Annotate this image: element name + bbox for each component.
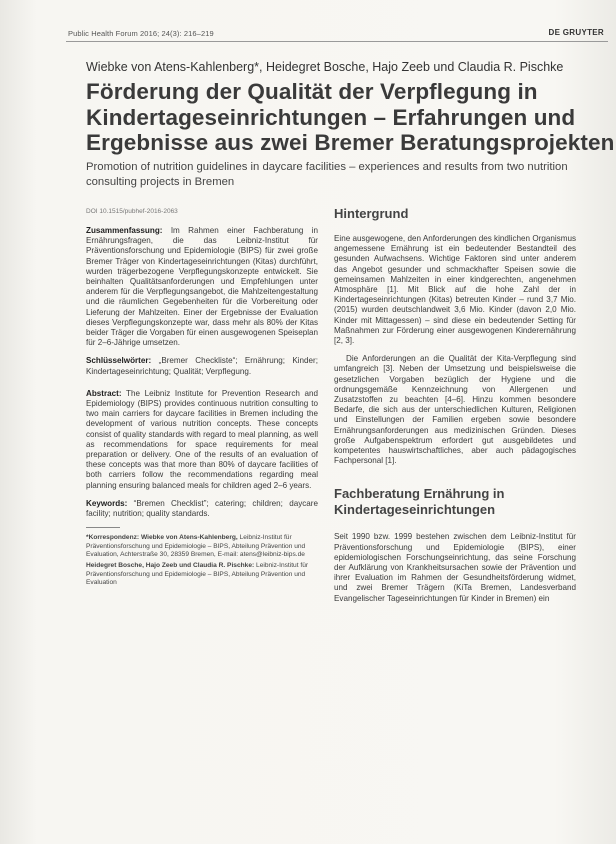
footnote-corresponding-text: Leibniz-Institut für Präventionsforschung und Epidemiologie – BIPS, Abteilung Prävention und Evaluation, Achterstraße 30, 28359 Bremen, E-mail: atens@leibniz-bips.de — [86, 534, 306, 559]
footnote-coauthors — [86, 562, 318, 588]
section1-paragraph-1: Eine ausgewogene, den Anforderungen des kindlichen Organismus angemessene Ernährung ist ein bedeutender Bestandteil des gesunden Aufwachsens. Wichtige Faktoren sind unter anderem das Angebot gesunder und schmackhafter Speisen sowie die gemeinsamen Mahlzeiten in einer kindgerechten, angenehmen Atmosphäre [1]. Mit Blick auf die hohe Zahl der in Kindertageseinrichtungen (Kitas) betreuten Kinder – rund 3,7 Mio. (2015) wurden deutschlandweit 3,6 Mio. Kinder (davon 2,0 Mio. Kinder mit Mittagessen) – sind diese ein bedeutender Setting für Maßnahmen zur Förderung einer ausgewogenen Kinderernährung [2, 3]. — [334, 234, 576, 346]
article-subtitle: Promotion of nutrition guidelines in daycare facilities – experiences and results from two nutrition consulting projects in Bremen — [86, 161, 568, 188]
abstract-english-text: The Leibniz Institute for Prevention Research and Epidemiology (BIPS) provides continuous nutrition consulting to two main carriers for daycare facilities in Bremen including the development of various nutrition concepts. These concepts consist of quality standards with regard to meal planning, as well as recommendations for space requirements for meal preparation or delivery. One of the results of an evaluation of these concepts was that more than 80% of daycare facilities of both carriers follow the recommendations regarding meal planning ensuring balanced meals for children aged 2–6 years. — [86, 388, 318, 490]
doi: DOI 10.1515/pubhef-2016-2063 — [86, 208, 178, 215]
keywords-english-label: Keywords: — [86, 498, 128, 508]
footnote-divider — [86, 527, 120, 528]
section-heading-fachberatung: Fachberatung Ernährung in Kindertageseinrichtungen — [334, 486, 505, 518]
abstract-english — [86, 389, 318, 491]
footnote-corresponding — [86, 534, 318, 560]
header-divider — [66, 41, 608, 42]
keywords-german — [86, 356, 318, 376]
footnote-coauthors-text: Leibniz-Institut für Präventionsforschung und Epidemiologie – BIPS, Abteilung Prävention und Evaluation — [86, 562, 309, 587]
section1-paragraph-2: Die Anforderungen an die Qualität der Kita-Verpflegung sind umfangreich [3]. Neben der Umsetzung und beispielsweise die gesetzlichen Vorgaben bezüglich der Hygiene und die ordnungsgemäße Kennzeichnung von Allergenen und Zusatzstoffen zu beachten [4–6]. Hinzu kommen besondere Bedarfe, die sich aus der unterschiedlichen Kulturen, Religionen und Einstellungen der Familien ergeben sowie besondere Ernährungsanforderungen aus medizinischen Gründen. Dieses große Aufgabenspektrum erfordert gut ausgebildetes und kompetentes hauswirtschaftliches, aber auch pädagogisches Fachpersonal [1]. — [334, 354, 576, 466]
abstract-german-text: Im Rahmen einer Fachberatung in Ernährungsfragen, die das Leibniz-Institut für Präventionsforschung und Epidemiologie (BIPS) für zwei große Bremer Träger von Kindertageseinrichtungen (Kitas) durchführt, wurden trägerbezogene Verpflegungskonzepte entwickelt. Sie beinhalten Qualitätsanforderungen und Empfehlungen unter anderem für die Verpflegungsangebot, die Mahlzeitengestaltung und die räumlichen Gegebenheiten für die Vorbereitung oder Lieferung der Mahlzeiten. Einer der Ergebnisse der Evaluation dieses Verpflegungskonzepte war, dass mehr als 80% der Kitas beider Träger die Vorgaben für einen ausgewogenen Speiseplan für 2–6-Jährige umsetzen. — [86, 226, 318, 348]
publisher-logo: DE GRUYTER — [548, 28, 604, 37]
abstract-german-label: Zusammenfassung: — [86, 226, 163, 235]
footnote-corresponding-name: Wiebke von Atens-Kahlenberg, — [140, 534, 238, 542]
keywords-english — [86, 499, 318, 519]
author-list: Wiebke von Atens-Kahlenberg*, Heidegret Bosche, Hajo Zeeb und Claudia R. Pischke — [86, 60, 564, 74]
abstract-english-label: Abstract: — [86, 388, 122, 398]
keywords-german-label: Schlüsselwörter: — [86, 356, 152, 366]
article-title — [86, 79, 615, 156]
keywords-english-text: “Bremen Checklist”; catering; children; daycare facility; nutrition; quality standards. — [86, 498, 318, 519]
title-line-2: Kindertageseinrichtungen – Erfahrungen und — [86, 104, 576, 130]
footnotes — [86, 534, 318, 588]
section-heading-hintergrund: Hintergrund — [334, 206, 409, 221]
right-column — [334, 206, 576, 612]
left-column — [86, 226, 318, 590]
journal-citation: Public Health Forum 2016; 24(3): 216–219 — [68, 29, 214, 38]
footnote-corresponding-label: *Korrespondenz: — [86, 534, 140, 542]
keywords-german-text: „Bremer Checkliste“; Ernährung; Kinder; Kindertageseinrichtung; Qualität; Verpflegung. — [86, 356, 318, 376]
title-line-1: Förderung der Qualität der Verpflegung in — [86, 79, 538, 104]
abstract-german — [86, 226, 318, 348]
section2-paragraph-1: Seit 1990 bzw. 1999 bestehen zwischen dem Leibniz-Institut für Präventionsforschung und Epidemiologie (BIPS), einer epidemiologischen Forschungseinrichtung, das seine Forschung der Aufklärung von Krankheitsursachen sowie der Prävention und ihrer Evaluation im Rahmen der Gesundheitsförderung widmet, und zwei Bremer Trägern (KiTa Bremen, Landesverband Evangelischer Tageseinrichtungen für Kinder in Bremen) ein — [334, 532, 576, 603]
footnote-coauthors-name: Heidegret Bosche, Hajo Zeeb und Claudia R. Pischke: — [86, 562, 255, 570]
title-line-3: Ergebnisse aus zwei Bremer Beratungsprojekten — [86, 130, 615, 155]
